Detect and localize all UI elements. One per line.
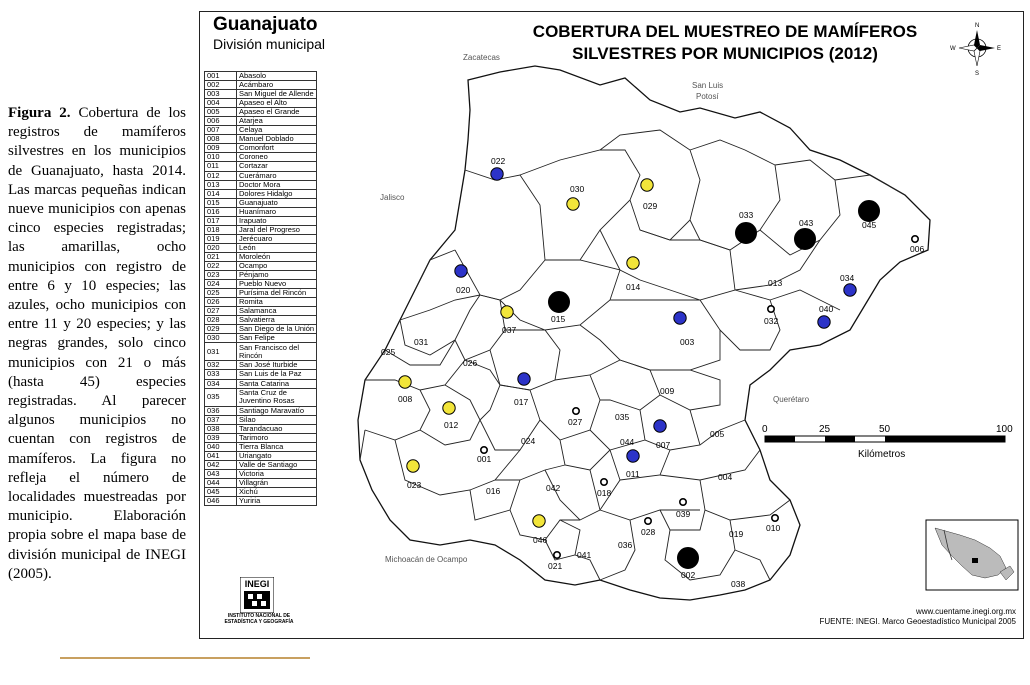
municipality-label-003: 003	[680, 337, 695, 347]
marker-yellow-029	[641, 179, 653, 191]
legend-code: 014	[205, 189, 237, 198]
municipality-label-030: 030	[570, 184, 585, 194]
municipality-label-010: 010	[766, 523, 781, 533]
municipality-label-015: 015	[551, 314, 566, 324]
municipality-label-046: 046	[533, 535, 548, 545]
legend-code: 042	[205, 460, 237, 469]
marker-blue-034	[844, 284, 856, 296]
marker-small-018	[601, 479, 607, 485]
legend-code: 017	[205, 216, 237, 225]
mexico-inset-map	[926, 520, 1018, 590]
legend-code: 016	[205, 207, 237, 216]
legend-code: 029	[205, 325, 237, 334]
marker-blue-040	[818, 316, 830, 328]
marker-black-002	[678, 548, 699, 569]
legend-municipality-name: San Luis de la Paz	[237, 370, 317, 379]
marker-black-045	[859, 201, 880, 222]
legend-code: 043	[205, 469, 237, 478]
legend-municipality-name: Jerécuaro	[237, 234, 317, 243]
municipality-label-001: 001	[477, 454, 492, 464]
legend-municipality-name: Tarandacuao	[237, 424, 317, 433]
scale-tick-100: 100	[996, 424, 1013, 435]
municipality-label-036: 036	[618, 540, 633, 550]
legend-municipality-name: Atarjea	[237, 117, 317, 126]
marker-black-015	[549, 292, 570, 313]
municipality-label-044: 044	[620, 437, 635, 447]
legend-municipality-name: Santa Catarina	[237, 379, 317, 388]
map-title-line1: COBERTURA DEL MUESTREO DE MAMÍFEROS	[532, 22, 918, 41]
municipality-label-019: 019	[729, 529, 744, 539]
legend-code: 027	[205, 307, 237, 316]
legend-municipality-name: Villagrán	[237, 478, 317, 487]
municipality-label-043: 043	[799, 218, 814, 228]
legend-code: 034	[205, 379, 237, 388]
map-footer	[819, 607, 1016, 627]
marker-yellow-030	[567, 198, 579, 210]
legend-municipality-name: Celaya	[237, 126, 317, 135]
legend-code: 025	[205, 289, 237, 298]
municipality-label-023: 023	[407, 480, 422, 490]
legend-municipality-name: Purísima del Rincón	[237, 289, 317, 298]
municipality-label-022: 022	[491, 156, 506, 166]
marker-small-001	[481, 447, 487, 453]
neighbor-san-luis-line1: San Luis	[692, 81, 724, 90]
legend-code: 036	[205, 406, 237, 415]
scale-tick-25: 25	[819, 424, 831, 435]
municipality-label-014: 014	[626, 282, 641, 292]
legend-code: 009	[205, 144, 237, 153]
marker-yellow-023	[407, 460, 419, 472]
legend-municipality-name: Abasolo	[237, 72, 317, 81]
municipality-label-042: 042	[546, 483, 561, 493]
legend-municipality-name: Uriangato	[237, 451, 317, 460]
legend-municipality-name: Irapuato	[237, 216, 317, 225]
marker-small-027	[573, 408, 579, 414]
legend-municipality-name: Apaseo el Alto	[237, 99, 317, 108]
legend-code: 015	[205, 198, 237, 207]
legend-code: 028	[205, 316, 237, 325]
scale-tick-0: 0	[762, 424, 768, 435]
legend-code: 030	[205, 334, 237, 343]
municipality-label-045: 045	[862, 220, 877, 230]
legend-code: 008	[205, 135, 237, 144]
legend-code: 045	[205, 487, 237, 496]
legend-municipality-name: Doctor Mora	[237, 180, 317, 189]
legend-municipality-name: León	[237, 243, 317, 252]
municipality-label-041: 041	[577, 550, 592, 560]
legend-municipality-name: Apaseo el Grande	[237, 108, 317, 117]
municipality-label-007: 007	[656, 440, 671, 450]
legend-code: 004	[205, 99, 237, 108]
legend-municipality-name: Santiago Maravatío	[237, 406, 317, 415]
legend-code: 026	[205, 298, 237, 307]
municipality-label-037: 037	[502, 325, 517, 335]
legend-municipality-name: Jaral del Progreso	[237, 225, 317, 234]
legend-code: 031	[205, 343, 237, 361]
legend-municipality-name: Xichú	[237, 487, 317, 496]
municipality-label-028: 028	[641, 527, 656, 537]
municipality-label-033: 033	[739, 210, 754, 220]
municipality-label-031: 031	[414, 337, 429, 347]
municipality-label-034: 034	[840, 273, 855, 283]
municipality-label-018: 018	[597, 488, 612, 498]
scale-unit: Kilómetros	[858, 449, 906, 460]
municipality-label-012: 012	[444, 420, 459, 430]
legend-code: 018	[205, 225, 237, 234]
legend-municipality-name: San Francisco del Rincón	[237, 343, 317, 361]
legend-municipality-name: Yuriria	[237, 497, 317, 506]
legend-code: 010	[205, 153, 237, 162]
legend-municipality-name: Ocampo	[237, 261, 317, 270]
legend-code: 001	[205, 72, 237, 81]
municipality-label-035: 035	[615, 412, 630, 422]
legend-code: 033	[205, 370, 237, 379]
legend-municipality-name: San José Iturbide	[237, 361, 317, 370]
scale-tick-50: 50	[879, 424, 891, 435]
compass-w: W	[950, 46, 956, 52]
legend-code: 023	[205, 271, 237, 280]
compass-n: N	[975, 23, 980, 29]
legend-code: 021	[205, 252, 237, 261]
municipality-label-039: 039	[676, 509, 691, 519]
footer-source: FUENTE: INEGI. Marco Geoestadístico Municipal 2005	[819, 617, 1016, 626]
municipality-label-021: 021	[548, 561, 563, 571]
municipality-label-017: 017	[514, 397, 529, 407]
marker-blue-020	[455, 265, 467, 277]
legend-code: 032	[205, 361, 237, 370]
marker-yellow-008	[399, 376, 411, 388]
municipality-label-024: 024	[521, 436, 536, 446]
neighbor-michoacan: Michoacán de Ocampo	[385, 555, 468, 564]
legend-municipality-name: Santa Cruz de Juventino Rosas	[237, 388, 317, 406]
municipality-label-026: 026	[463, 358, 478, 368]
legend-municipality-name: Huanímaro	[237, 207, 317, 216]
legend-municipality-name: Victoria	[237, 469, 317, 478]
legend-municipality-name: Romita	[237, 298, 317, 307]
municipality-label-025: 025	[381, 347, 396, 357]
marker-yellow-037	[501, 306, 513, 318]
legend-municipality-name: Tarimoro	[237, 433, 317, 442]
municipality-label-032: 032	[764, 316, 779, 326]
legend-code: 041	[205, 451, 237, 460]
legend-municipality-name: Acámbaro	[237, 81, 317, 90]
municipality-label-040: 040	[819, 304, 834, 314]
state-outline	[358, 66, 930, 600]
marker-blue-011	[627, 450, 639, 462]
legend-code: 011	[205, 162, 237, 171]
marker-blue-022	[491, 168, 503, 180]
municipality-label-008: 008	[398, 394, 413, 404]
legend-municipality-name: San Diego de la Unión	[237, 325, 317, 334]
marker-small-006	[912, 236, 918, 242]
marker-small-039	[680, 499, 686, 505]
municipality-label-002: 002	[681, 570, 696, 580]
marker-black-033	[736, 223, 757, 244]
municipality-label-011: 011	[626, 469, 640, 479]
state-name: Guanajuato	[213, 14, 318, 35]
municipality-label-006: 006	[910, 244, 925, 254]
legend-code: 013	[205, 180, 237, 189]
legend-municipality-name: Cortazar	[237, 162, 317, 171]
map-title-line2: SILVESTRES POR MUNICIPIOS (2012)	[572, 44, 878, 63]
inegi-logo	[240, 577, 274, 613]
legend-municipality-name: Valle de Santiago	[237, 460, 317, 469]
caption-text: Cobertura de los registros de mamíferos silvestres en los municipios de Guanajuato, hasta 2014. Las marcas pequeñas indican nueve municipios con apenas cinco especies registradas; las amarillas, ocho municipios con registro de entre 6 y 10 especies; las azules, ocho municipios con entre 11 y 20 especies; y las negras grandes, solo cinco municipios con 21 o más (hasta 45) especies registradas. Al parecer algunos municipios no cuentan con registros de mamíferos. La figura no refleja el número de localidades muestreadas por municipio. Elaboración propia sobre el mapa base de división municipal de INEGI (2005).	[8, 105, 187, 582]
marker-yellow-046	[533, 515, 545, 527]
legend-code: 007	[205, 126, 237, 135]
legend-municipality-name: Manuel Doblado	[237, 135, 317, 144]
legend-municipality-name: Salamanca	[237, 307, 317, 316]
compass-e: E	[997, 46, 1002, 52]
marker-small-021	[554, 552, 560, 558]
neighbor-jalisco: Jalisco	[380, 193, 405, 202]
municipality-label-029: 029	[643, 201, 658, 211]
legend-municipality-name: Cuerámaro	[237, 171, 317, 180]
legend-municipality-name: Coroneo	[237, 153, 317, 162]
legend-code: 022	[205, 261, 237, 270]
marker-yellow-014	[627, 257, 639, 269]
marker-blue-017	[518, 373, 530, 385]
municipality-label-004: 004	[718, 472, 733, 482]
legend-code: 012	[205, 171, 237, 180]
marker-small-028	[645, 518, 651, 524]
logo-text: INEGI	[244, 579, 270, 589]
legend-municipality-name: Pueblo Nuevo	[237, 280, 317, 289]
legend-code: 044	[205, 478, 237, 487]
legend-municipality-name: Tierra Blanca	[237, 442, 317, 451]
footer-url: www.cuentame.inegi.org.mx	[915, 607, 1016, 616]
legend-municipality-name: Moroleón	[237, 252, 317, 261]
legend-code: 020	[205, 243, 237, 252]
marker-small-032	[768, 306, 774, 312]
municipality-label-009: 009	[660, 386, 675, 396]
legend-municipality-name: San Felipe	[237, 334, 317, 343]
legend-code: 038	[205, 424, 237, 433]
municipality-label-005: 005	[710, 429, 725, 439]
municipality-label-038: 038	[731, 579, 746, 589]
marker-small-010	[772, 515, 778, 521]
legend-code: 019	[205, 234, 237, 243]
legend-code: 005	[205, 108, 237, 117]
legend-municipality-name: Guanajuato	[237, 198, 317, 207]
marker-blue-007	[654, 420, 666, 432]
marker-blue-003	[674, 312, 686, 324]
legend-code: 046	[205, 497, 237, 506]
scale-bar	[762, 424, 1013, 460]
logo-caption: INSTITUTO NACIONAL DE ESTADÍSTICA Y GEOGRAFÍA	[224, 613, 294, 625]
municipality-label-013: 013	[768, 278, 783, 288]
legend-code: 035	[205, 388, 237, 406]
legend-code: 003	[205, 90, 237, 99]
state-subtitle: División municipal	[213, 36, 326, 52]
legend-municipality-name: Silao	[237, 415, 317, 424]
legend-code: 002	[205, 81, 237, 90]
legend-code: 037	[205, 415, 237, 424]
legend-code: 040	[205, 442, 237, 451]
legend-code: 024	[205, 280, 237, 289]
legend-municipality-name: Dolores Hidalgo	[237, 189, 317, 198]
neighbor-queretaro: Querétaro	[773, 395, 810, 404]
municipality-label-027: 027	[568, 417, 583, 427]
legend-municipality-name: San Miguel de Allende	[237, 90, 317, 99]
legend-municipality-name: Comonfort	[237, 144, 317, 153]
compass-rose	[950, 23, 1001, 77]
legend-code: 006	[205, 117, 237, 126]
marker-yellow-012	[443, 402, 455, 414]
municipality-label-020: 020	[456, 285, 471, 295]
neighbor-zacatecas: Zacatecas	[463, 53, 500, 62]
caption-label: Figura 2.	[8, 105, 71, 121]
legend-municipality-name: Salvatierra	[237, 316, 317, 325]
compass-s: S	[975, 71, 980, 77]
municipality-label-016: 016	[486, 486, 501, 496]
legend-code: 039	[205, 433, 237, 442]
neighbor-san-luis-line2: Potosí	[696, 92, 719, 101]
marker-black-043	[795, 229, 816, 250]
legend-municipality-name: Pénjamo	[237, 271, 317, 280]
